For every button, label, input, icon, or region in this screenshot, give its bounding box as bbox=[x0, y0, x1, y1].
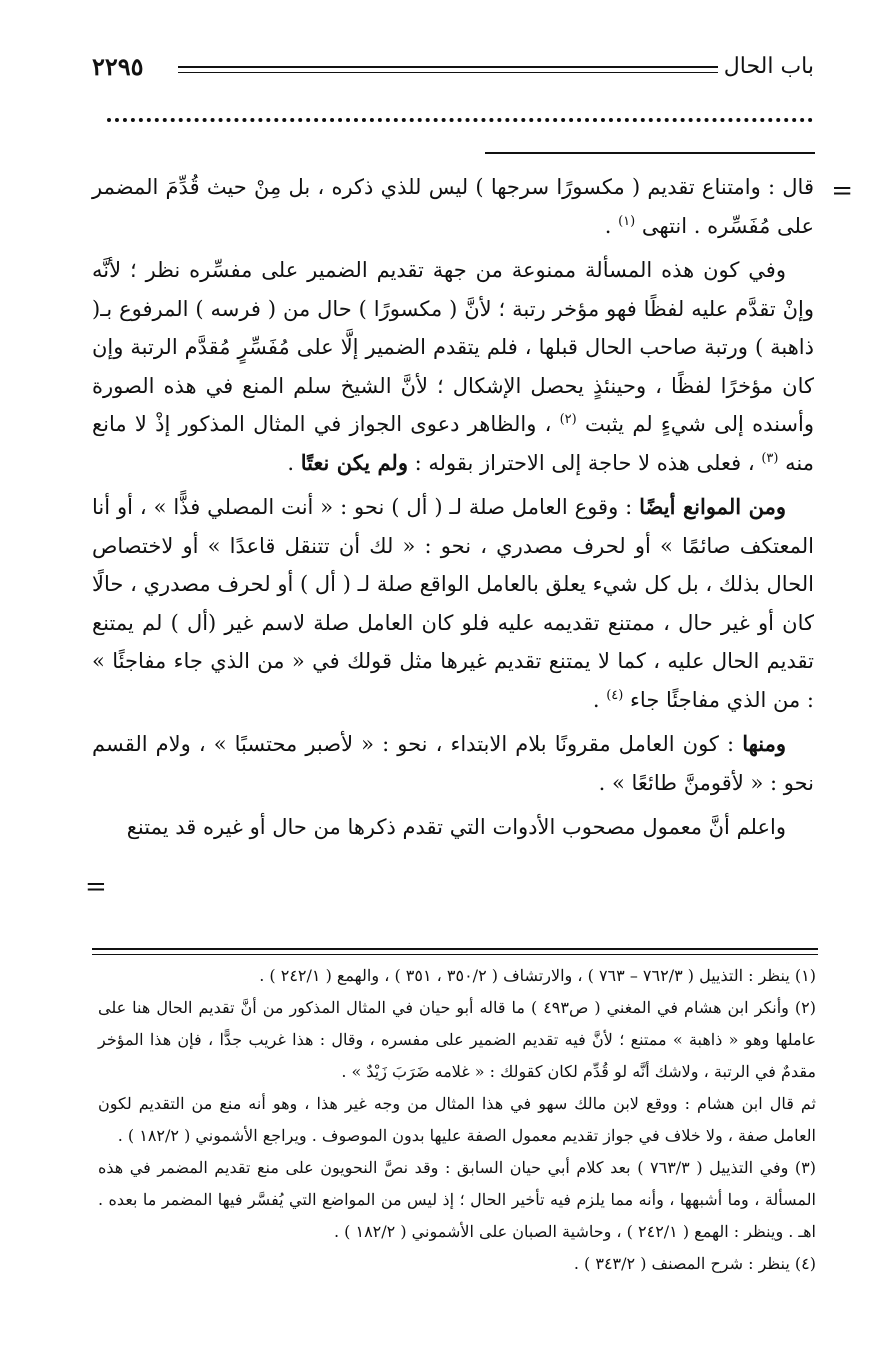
header-rule-thin bbox=[178, 72, 718, 73]
paragraph-text: قال : وامتناع تقديم ( مكسورًا سرجها ) ليس للذي ذكره ، بل مِنْ حيث قُدِّمَ المضمر على مُفَسِّره . انتهى bbox=[92, 175, 814, 238]
footnote-2-continued: ثم قال ابن هشام : ووقع لابن مالك سهو في هذا المثال من وجه غير هذا ، وهو أنه منع من التقديم لكون العامل صفة ، ولا خلاف في جواز تقديم معمول الصفة عليها بدون الموصوف . ويراجع الأشموني ( ١٨٢/٢ ) . bbox=[98, 1094, 816, 1145]
footnote-1: (١) ينظر : التذييل ( ٧٦٢/٣ – ٧٦٣ ) ، والارتشاف ( ٣٥٠/٢ ، ٣٥١ ) ، والهمع ( ٢٤٢/١ ) . bbox=[259, 966, 816, 985]
paragraph-text: : وقوع العامل صلة لـ ( أل ) نحو : « أنت المصلي فذًّا » ، أو أنا المعتكف صائمًا » أو لحرف مصدري ، نحو : « لك أن تتنقل قاعدًا » أو لاختصاص الحال بذلك ، بل كل شيء يعلق بالعامل الواقع صلة لـ ( أل ) أو لحرف مصدري ، حالًا كان أو غير حال ، ممتنع تقديمه عليه فلو كان العامل صلة لاسم غير (أل ) لم يمتنع تقديم الحال عليه ، كما لا يمتنع تقديم غيرها مثل قولك في « من الذي جاء مفاجئًا » : من الذي مفاجئًا جاء bbox=[92, 495, 814, 712]
paragraph-3 bbox=[92, 488, 814, 719]
paragraph-text: ، والظاهر دعوى الجواز في المثال المذكور إذْ لا مانع منه bbox=[92, 412, 814, 475]
footnote-rule bbox=[92, 948, 818, 950]
footnote-ref: (١) bbox=[618, 213, 636, 229]
paragraph-4 bbox=[92, 725, 814, 802]
footnote-4: (٤) ينظر : شرح المصنف ( ٣٤٣/٢ ) . bbox=[573, 1254, 816, 1273]
paragraph-1 bbox=[92, 168, 814, 245]
footnote-ref: (٣) bbox=[761, 450, 779, 466]
footnote-2: (٢) وأنكر ابن هشام في المغني ( ص٤٩٣ ) ما قاله أبو حيان في المثال المذكور من أنَّ تقديم الحال هنا على عاملها وهو « ذاهبة » ممتنع ؛ لأنَّ فيه تقديم الضمير على مفسره ، وقال : هذا غريب جدًّا ، فإن هذا المؤخر مقدمٌ في الرتبة ، ولاشك أنَّه لو قُدِّم لكان كقولك : « غلامه ضَرَبَ زَيْدٌ » . bbox=[98, 998, 817, 1081]
bold-lead: ومن الموانع أيضًا bbox=[639, 494, 786, 519]
paragraph-text: واعلم أنَّ معمول مصحوب الأدوات التي تقدم ذكرها من حال أو غيره قد يمتنع bbox=[126, 815, 786, 839]
continuation-mark-bottom: = bbox=[85, 872, 107, 902]
page-header bbox=[92, 52, 814, 92]
paragraph-text: وفي كون هذه المسألة ممنوعة من جهة تقديم الضمير على مفسِّره نظر ؛ لأنَّه وإنْ تقدَّم عليه لفظًا فهو مؤخر رتبة ؛ لأنَّ ( مكسورًا ) حال من ( فرسه ) المرفوع بـ( ذاهبة ) ورتبة صاحب الحال قبلها ، فلم يتقدم الضمير إلَّا على مُفَسِّرٍ مُقدَّم الرتبة وإن كان مؤخرًا لفظًا ، وحينئذٍ يحصل الإشكال ؛ لأنَّ الشيخ سلم المنع في هذه الصورة وأسنده إلى شيءٍ لم يثبت bbox=[92, 258, 814, 436]
paragraph-5 bbox=[92, 808, 814, 847]
paragraph-text: ، فعلى هذه لا حاجة إلى الاحتراز بقوله : bbox=[407, 450, 762, 475]
bold-lead: ومنها bbox=[742, 731, 786, 756]
paragraph-text: : كون العامل مقرونًا بلام الابتداء ، نحو : « لأصبر محتسبًا » ، ولام القسم نحو : « لأقومنَّ طائعًا » . bbox=[92, 732, 814, 795]
paragraph-2 bbox=[92, 251, 814, 482]
dotted-separator bbox=[107, 118, 813, 132]
footnote-rule-thin bbox=[92, 954, 818, 955]
footnote-ref: (٤) bbox=[606, 687, 624, 703]
paragraph-end: . bbox=[604, 213, 619, 238]
paragraph-end: . bbox=[287, 450, 301, 475]
footnotes bbox=[98, 960, 816, 1280]
paragraph-end: . bbox=[592, 687, 607, 712]
header-rule bbox=[178, 66, 718, 68]
section-rule bbox=[485, 152, 815, 154]
chapter-title: باب الحال bbox=[723, 54, 814, 79]
footnote-3: (٣) وفي التذييل ( ٧٦٣/٣ ) بعد كلام أبي حيان السابق : وقد نصَّ النحويون على منع تقديم المضمر في هذه المسألة ، وما أشبهها ، وأنه مما يلزم فيه تأخير الحال ؛ إذ ليس من المواضع التي يُفسَّر فيها المضمر ما بعده . اهـ . وينظر : الهمع ( ٢٤٢/١ ) ، وحاشية الصبان على الأشموني ( ١٨٢/٢ ) . bbox=[98, 1158, 816, 1241]
page-number: ٢٢٩٥ bbox=[92, 52, 144, 81]
footnote-ref: (٢) bbox=[559, 412, 577, 427]
continuation-mark-top: = bbox=[831, 176, 853, 206]
main-text bbox=[92, 168, 814, 853]
bold-phrase: ولم يكن نعتًا bbox=[300, 449, 408, 475]
